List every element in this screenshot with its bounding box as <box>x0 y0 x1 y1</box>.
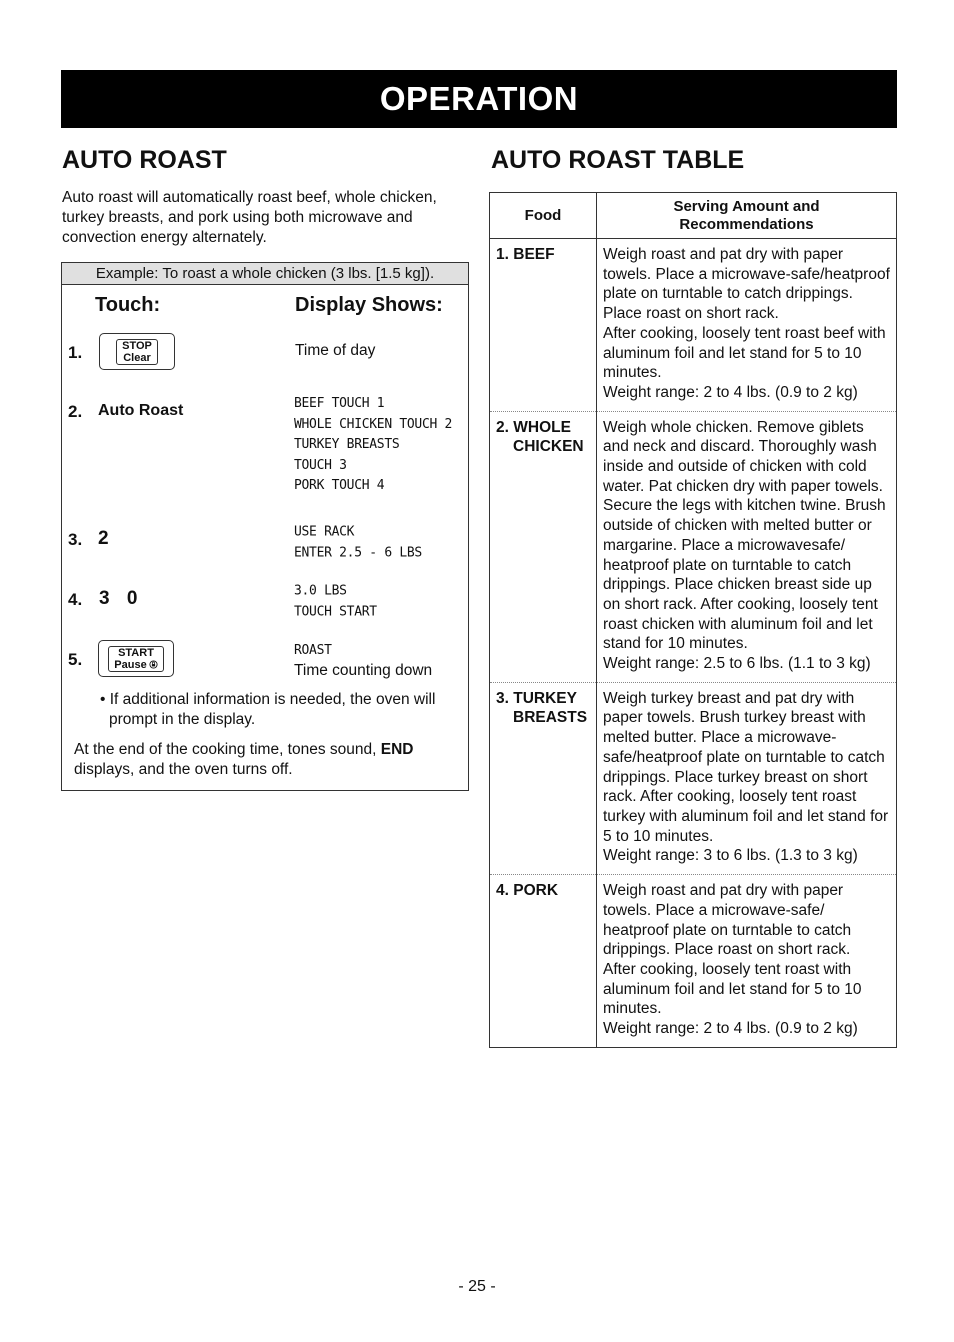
weight-range: Weight range: 2 to 4 lbs. (0.9 to 2 kg) <box>603 1020 858 1038</box>
step-5-number: 5. <box>68 650 83 669</box>
stop-clear-key[interactable] <box>99 333 175 370</box>
food-name: WHOLE CHICKEN <box>513 418 584 456</box>
recommendation-cell <box>597 411 897 682</box>
food-number: 2. <box>496 418 509 436</box>
banner-title: OPERATION <box>379 80 579 117</box>
serving-header-line1: Serving Amount and <box>673 197 820 215</box>
food-name: BEEF <box>513 246 555 263</box>
auto-roast-table <box>489 192 897 1048</box>
recommendation-text-2: After cooking, loosely tent roast beef with aluminum foil and let stand for 5 to 10 minutes. <box>603 324 886 382</box>
display-line: 3.0 LBS <box>294 583 347 599</box>
auto-roast-intro: Auto roast will automatically roast beef, whole chicken, turkey breasts, and pork using both microwave and convection energy alternately. <box>62 189 437 246</box>
auto-roast-heading: AUTO ROAST <box>62 146 227 174</box>
display-line: TOUCH START <box>294 603 377 620</box>
example-box <box>61 262 469 791</box>
display-line: BEEF TOUCH 1 <box>294 395 385 412</box>
step-4-display <box>294 581 377 622</box>
recommendation-text: Weigh roast and pat dry with paper towels. Place a microwave-safe/ heatproof plate on turntable to catch drippings. Place roast on short rack. <box>603 882 852 959</box>
display-line: Time counting down <box>294 661 433 679</box>
display-column-header: Display Shows: <box>295 294 443 316</box>
food-name: PORK <box>513 882 559 900</box>
start-pause-key[interactable] <box>98 640 174 677</box>
weight-range: Weight range: 2 to 4 lbs. (0.9 to 2 kg) <box>603 383 858 401</box>
page-banner <box>61 70 897 128</box>
food-number: 4. <box>496 882 509 900</box>
step-4-number: 4. <box>68 590 83 609</box>
auto-roast-key[interactable]: Auto Roast <box>98 402 184 419</box>
food-number: 1. <box>496 246 509 263</box>
weight-range: Weight range: 2.5 to 6 lbs. (1.1 to 3 kg) <box>603 655 871 673</box>
display-line: ENTER 2.5 - 6 LBS <box>294 544 422 561</box>
end-text-part1: At the end of the cooking time, tones sound, <box>74 741 381 758</box>
table-row <box>490 411 897 682</box>
serving-header-line2: Recommendations <box>679 215 814 233</box>
step-2-number: 2. <box>68 402 83 421</box>
step-3-number: 3. <box>68 530 83 549</box>
table-row <box>490 239 897 412</box>
weight-range: Weight range: 3 to 6 lbs. (1.3 to 3 kg) <box>603 847 858 865</box>
step-5-display <box>294 641 432 680</box>
display-line: USE RACK <box>294 524 355 540</box>
note-text: • If additional information is needed, the oven will prompt in the display. <box>100 691 436 728</box>
page-number: - 25 - <box>458 1278 496 1295</box>
display-line: TOUCH 3 <box>294 457 347 473</box>
end-word: END <box>380 741 414 758</box>
recommendation-text-2: After cooking, loosely tent roast with aluminum foil and let stand for 5 to 10 minutes. <box>603 960 862 1018</box>
start-pause-key-line2: Pause <box>114 658 147 671</box>
food-name: TURKEY BREASTS <box>513 689 588 727</box>
recommendation-text: Weigh roast and pat dry with paper towels. Place a microwave-safe/heatproof plate on turntable to catch drippings. Place roast on short rack. <box>603 246 890 323</box>
food-cell <box>490 682 597 874</box>
number-keys-3-0[interactable]: 3 0 <box>99 588 144 609</box>
start-pause-key-line1: START <box>118 646 154 659</box>
food-cell <box>490 411 597 682</box>
end-text-part2: displays, and the oven turns off. <box>74 760 293 778</box>
example-title: Example: To roast a whole chicken (3 lbs. [1.5 kg]). <box>62 263 468 285</box>
table-header-row <box>490 193 897 239</box>
serving-column-header <box>597 193 897 239</box>
auto-roast-table-heading: AUTO ROAST TABLE <box>491 146 745 174</box>
display-line: TURKEY BREASTS <box>294 436 400 453</box>
recommendation-text: Weigh whole chicken. Remove giblets and neck and discard. Thoroughly wash inside and outside of chicken with cold water. Pat chicken dry with paper towels. Secure the legs with kitchen twine. Brush outside of chicken with melted butter or margarine. Place a microwavesafe/ heatproof plate on turntable to catch drippings. Place chicken breast side up on short rack. After cooking, loosely tent roast chicken with aluminum foil and let stand for 10 minutes. <box>603 418 886 653</box>
food-cell <box>490 239 597 412</box>
number-key-2[interactable]: 2 <box>98 528 109 549</box>
end-text <box>74 740 459 779</box>
recommendation-cell <box>597 875 897 1048</box>
step-1-display: Time of day <box>295 342 376 359</box>
touch-column-header: Touch: <box>95 294 161 316</box>
recommendation-text: Weigh turkey breast and pat dry with paper towels. Brush turkey breast with melted butter. Place a microwave-safe/heatproof plate on turntable to catch drippings. Place turkey breast on short rack. After cooking, loosely tent roast turkey with aluminum foil and let stand for 5 to 10 minutes. <box>603 689 889 845</box>
display-line: ROAST <box>294 642 332 659</box>
food-column-header: Food <box>490 193 597 239</box>
stop-clear-key-line2: Clear <box>123 351 151 364</box>
step-1-number: 1. <box>68 343 83 362</box>
food-cell <box>490 875 597 1048</box>
step-2-display <box>294 394 452 496</box>
lock-icon <box>149 660 158 669</box>
recommendation-cell <box>597 239 897 412</box>
stop-clear-key-line1: STOP <box>122 339 152 352</box>
recommendation-cell <box>597 682 897 874</box>
step-3-display <box>294 522 422 563</box>
table-row <box>490 875 897 1048</box>
display-line: PORK TOUCH 4 <box>294 477 385 494</box>
food-number: 3. <box>496 689 509 707</box>
table-row <box>490 682 897 874</box>
display-line: WHOLE CHICKEN TOUCH 2 <box>294 416 453 432</box>
